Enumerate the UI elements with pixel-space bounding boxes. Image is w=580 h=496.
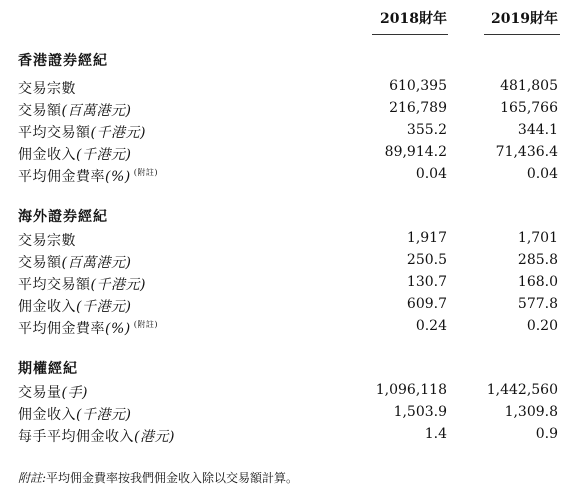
table-row bbox=[0, 404, 580, 426]
section-title-overseas-securities: 海外證券經紀 bbox=[18, 209, 108, 225]
row-label: 交易額(百萬港元) bbox=[18, 103, 132, 119]
header-underline bbox=[372, 34, 448, 35]
value-2019: 344.1 bbox=[517, 122, 558, 138]
value-2018: 610,395 bbox=[389, 78, 447, 94]
value-2018: 355.2 bbox=[406, 122, 447, 138]
section-title-hk-securities: 香港證券經紀 bbox=[18, 53, 108, 69]
section-title-options-brokerage: 期權經紀 bbox=[18, 361, 78, 377]
value-2019: 1,701 bbox=[517, 230, 558, 246]
value-2019: 0.9 bbox=[535, 426, 558, 442]
table-row bbox=[0, 122, 580, 144]
value-2018: 1.4 bbox=[424, 426, 447, 442]
value-2019: 1,442,560 bbox=[486, 382, 558, 398]
row-label: 平均佣金費率(%) $^{(附註)}$ bbox=[18, 168, 158, 185]
value-2018: 250.5 bbox=[406, 252, 447, 268]
value-2018: 1,917 bbox=[406, 230, 447, 246]
table-row bbox=[0, 166, 580, 188]
table-row bbox=[0, 230, 580, 252]
table-row bbox=[0, 100, 580, 122]
table-row bbox=[0, 274, 580, 296]
table-row bbox=[0, 318, 580, 340]
row-label: 交易宗數 bbox=[18, 81, 76, 97]
value-2019: 285.8 bbox=[517, 252, 558, 268]
row-label: 交易宗數 bbox=[18, 233, 76, 249]
footnote-label: 附註: bbox=[18, 471, 47, 485]
footnote-text: 平均佣金費率按我們佣金收入除以交易額計算。 bbox=[46, 471, 299, 485]
value-2019: 0.20 bbox=[526, 318, 558, 334]
value-2019: 71,436.4 bbox=[495, 144, 558, 160]
value-2019: 481,805 bbox=[500, 78, 558, 94]
value-2018: 1,503.9 bbox=[393, 404, 447, 420]
value-2019: 168.0 bbox=[517, 274, 558, 290]
value-2018: 130.7 bbox=[406, 274, 447, 290]
row-label: 平均佣金費率(%) $^{(附註)}$ bbox=[18, 320, 158, 337]
row-label: 每手平均佣金收入(港元) bbox=[18, 429, 175, 445]
value-2019: 165,766 bbox=[500, 100, 558, 116]
table-row bbox=[0, 382, 580, 404]
row-label: 佣金收入(千港元) bbox=[18, 299, 132, 315]
row-label: 佣金收入(千港元) bbox=[18, 407, 132, 423]
table-row bbox=[0, 296, 580, 318]
row-label: 交易額(百萬港元) bbox=[18, 255, 132, 271]
row-label: 平均交易額(千港元) bbox=[18, 277, 146, 293]
column-header-2018: 2018財年 bbox=[380, 11, 447, 27]
value-2019: 0.04 bbox=[526, 166, 558, 182]
value-2018: 89,914.2 bbox=[384, 144, 447, 160]
row-label: 平均交易額(千港元) bbox=[18, 125, 146, 141]
value-2018: 0.04 bbox=[415, 166, 447, 182]
column-header-2019: 2019財年 bbox=[491, 11, 558, 27]
value-2018: 0.24 bbox=[415, 318, 447, 334]
value-2018: 216,789 bbox=[389, 100, 447, 116]
header-underline bbox=[484, 34, 560, 35]
footnote bbox=[18, 469, 298, 486]
value-2019: 577.8 bbox=[517, 296, 558, 312]
table-row bbox=[0, 78, 580, 100]
table-row bbox=[0, 252, 580, 274]
row-label: 交易量(手) bbox=[18, 385, 88, 401]
value-2019: 1,309.8 bbox=[504, 404, 558, 420]
row-label: 佣金收入(千港元) bbox=[18, 147, 132, 163]
table-row bbox=[0, 426, 580, 448]
value-2018: 609.7 bbox=[406, 296, 447, 312]
table-row bbox=[0, 144, 580, 166]
value-2018: 1,096,118 bbox=[375, 382, 447, 398]
